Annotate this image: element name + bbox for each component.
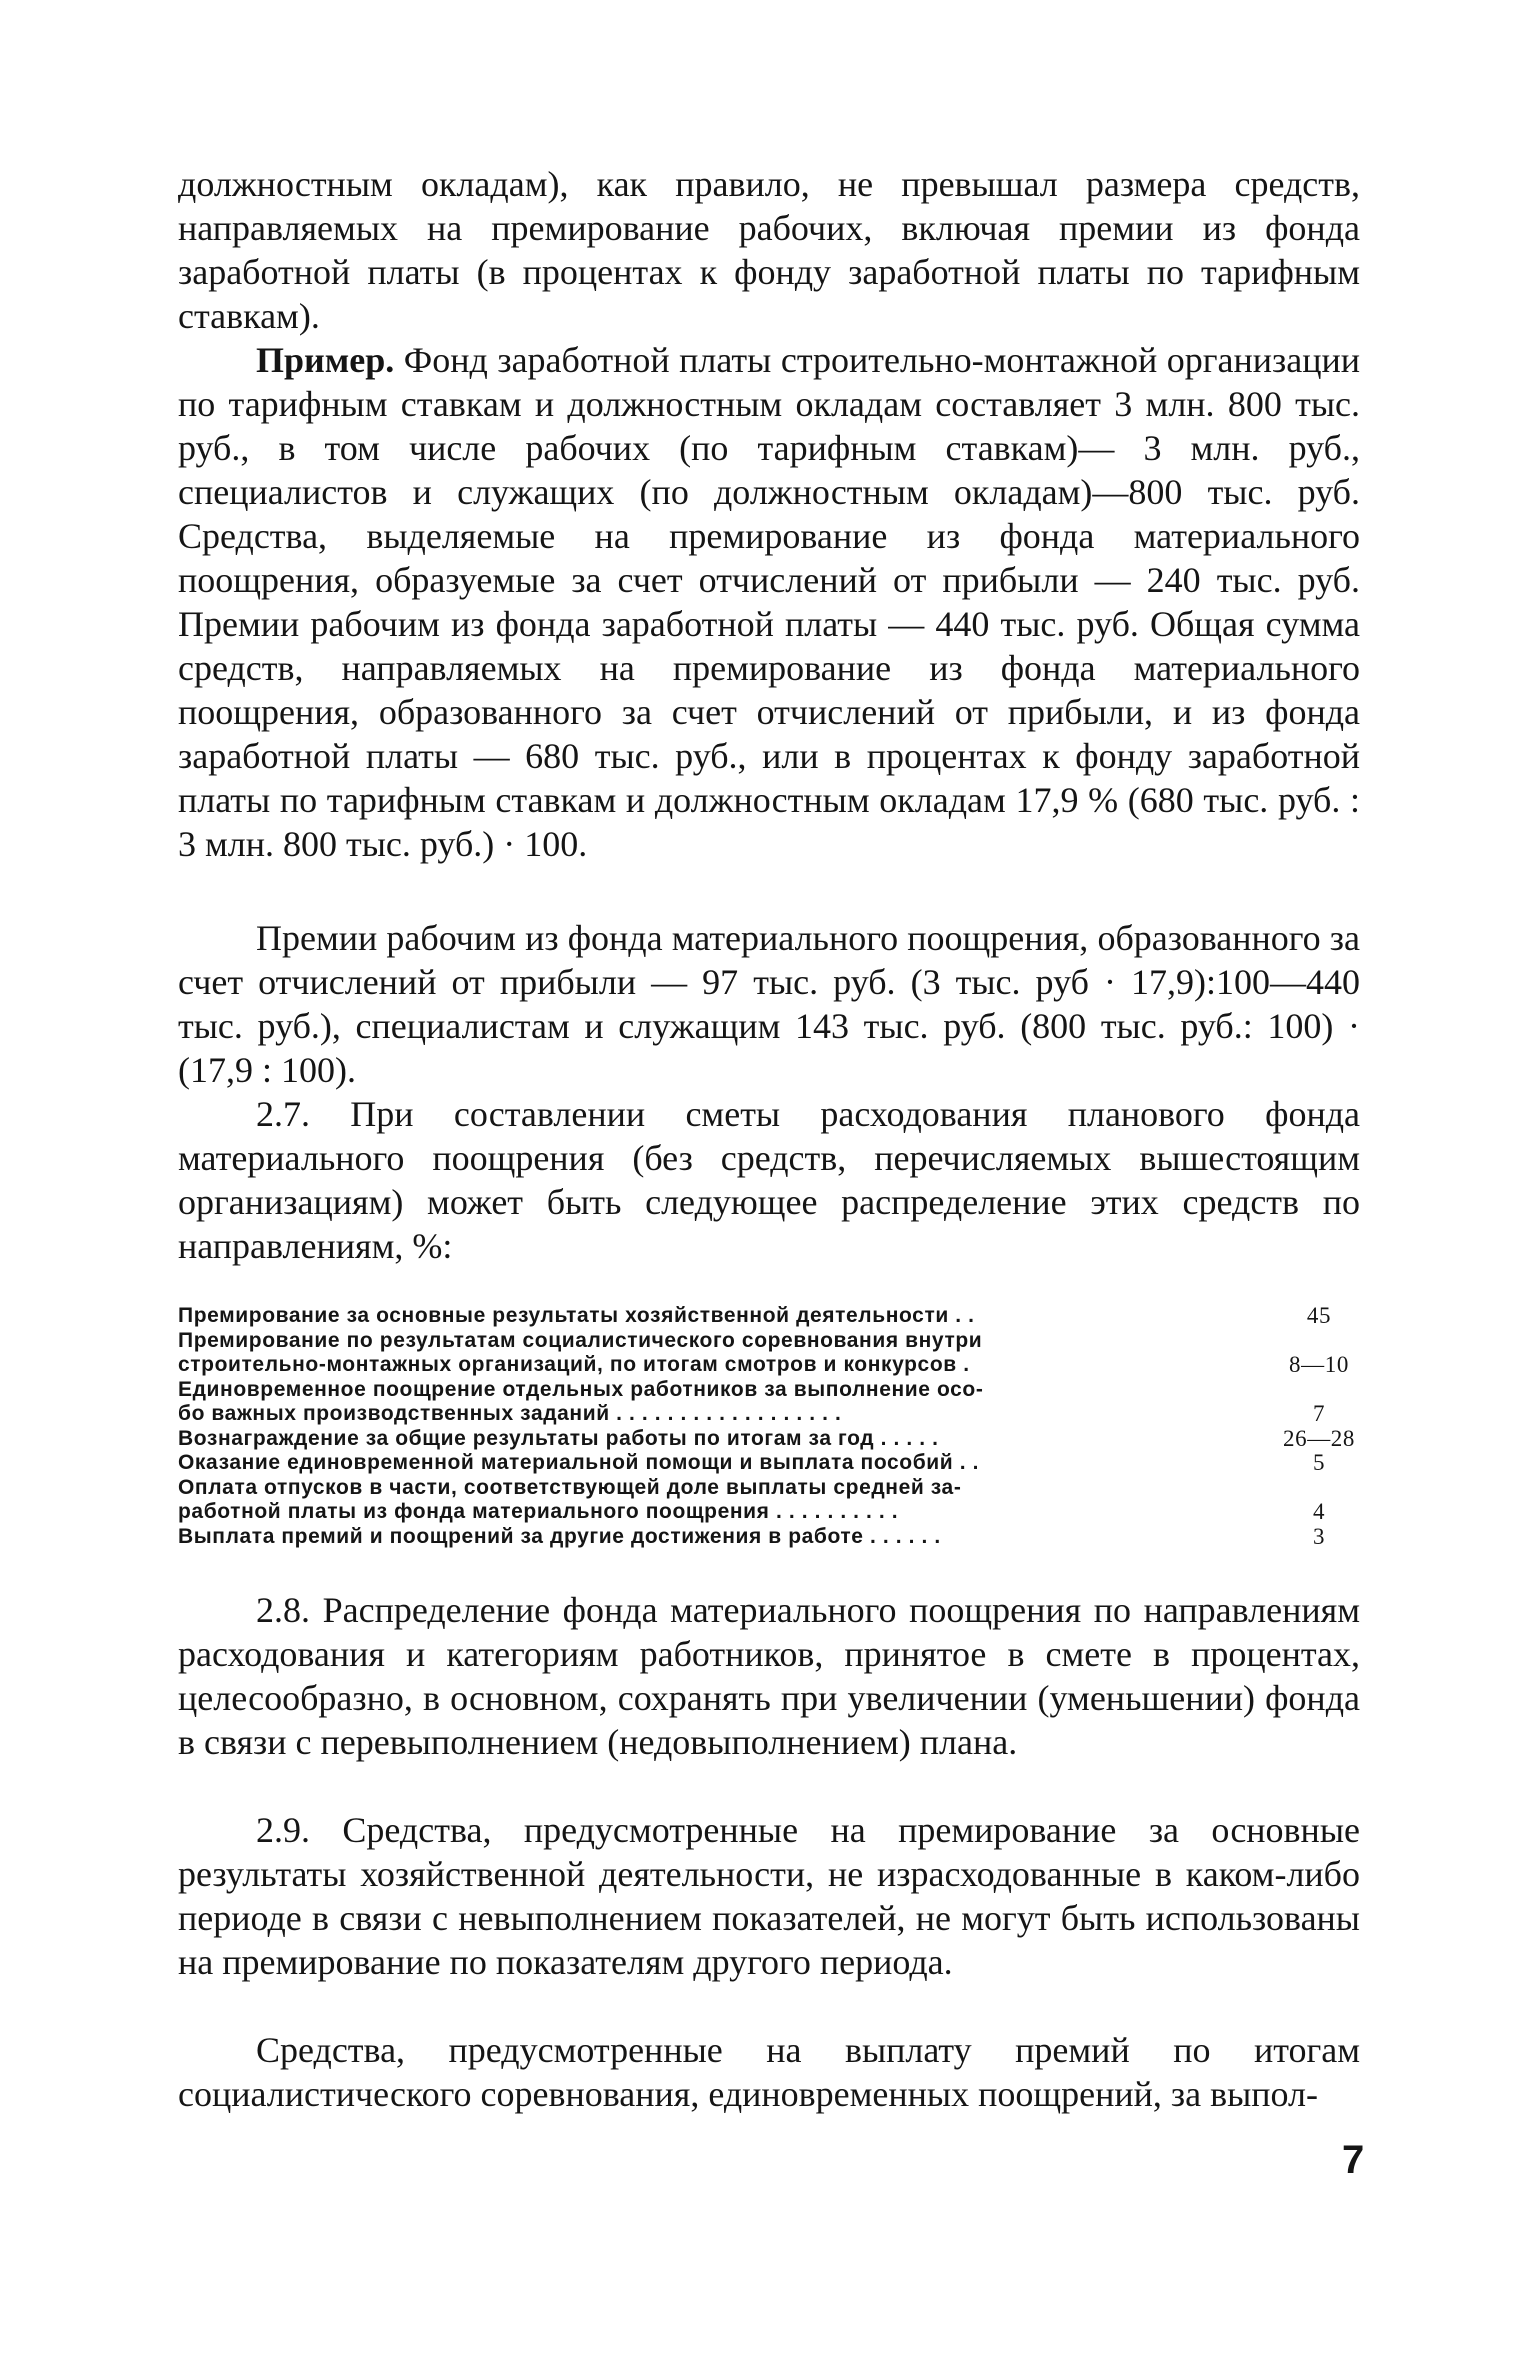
row-label-line1: Единовременное поощрение отдельных работников за выполнение осо- <box>178 1377 984 1401</box>
row-label <box>178 1329 1278 1378</box>
row-value: 7 <box>1312 1401 1326 1426</box>
row-label-line2: бо важных производственных заданий . . . . . . . . . . . . . . . . . . <box>178 1402 842 1425</box>
row-value: 3 <box>1312 1523 1326 1549</box>
distribution-table <box>178 1304 1360 1549</box>
paragraph-example <box>178 338 1360 866</box>
paragraph-funds: Средства, предусмотренные на выплату премий по итогам социалистического соревнования, единовременных поощрений, за выпол- <box>178 2030 1360 2114</box>
paragraph-2-8: 2.8. Распределение фонда материального поощрения по направлениям расходования и категориям работников, принятое в смете в процентах, целесообразно, в основном, сохранять при увеличении (уменьшении) фонда в связи с перевыполнением (недовыполнением) плана. <box>178 1590 1360 1762</box>
example-lead: Пример. <box>256 340 395 380</box>
row-label-line2: работной платы из фонда материального поощрения . . . . . . . . . . <box>178 1500 899 1523</box>
row-value: 5 <box>1312 1450 1326 1475</box>
row-value: 26—28 <box>1283 1425 1355 1451</box>
row-label <box>178 1378 1278 1427</box>
row-label-line2: строительно-монтажных организаций, по итогам смотров и конкурсов . <box>178 1353 970 1376</box>
table-row <box>178 1476 1360 1525</box>
row-label: Вознаграждение за общие результаты работы по итогам за год . . . . . <box>178 1426 939 1450</box>
paragraph-continuation: должностным окладам), как правило, не превышал размера средств, направляемых на премирование рабочих, включая премии из фонда заработной платы (в процентах к фонду заработной платы по тарифным ставкам). <box>178 164 1360 336</box>
row-label <box>178 1476 1278 1525</box>
paragraph-2-7: 2.7. При составлении сметы расходования планового фонда материального поощрения (без средств, перечисляемых вышестоящим организациям) может быть следующее распределение этих средств по направлениям, %: <box>178 1094 1360 1266</box>
row-value: 8—10 <box>1289 1352 1349 1377</box>
row-label: Выплата премий и поощрений за другие достижения в работе . . . . . . <box>178 1524 941 1548</box>
row-label: Оказание единовременной материальной помощи и выплата пособий . . <box>178 1451 980 1474</box>
table-row <box>178 1451 1360 1476</box>
table-row <box>178 1329 1360 1378</box>
row-value: 4 <box>1312 1499 1326 1524</box>
table-row <box>178 1304 1360 1329</box>
row-label-line1: Премирование по результатам социалистического соревнования внутри <box>178 1328 983 1352</box>
example-text: Фонд заработной платы строительно-монтажной организации по тарифным ставкам и должностным окладам составляет 3 млн. 800 тыс. руб., в том числе рабочих (по тарифным ставкам)— 3 млн. руб., специалистов и служащих (по должностным окладам)—800 тыс. руб. Средства, выделяемые на премирование из фонда материального поощрения, образуемые за счет отчислений от прибыли — 240 тыс. руб. Премии рабочим из фонда заработной платы — 440 тыс. руб. Общая сумма средств, направляемых на премирование из фонда материального поощрения, образованного за счет отчислений от прибыли, и из фонда заработной платы — 680 тыс. руб., или в процентах к фонду заработной платы по тарифным ставкам и должностным окладам 17,9 % (680 тыс. руб. : 3 млн. 800 тыс. руб.) · 100. <box>178 340 1360 864</box>
row-label: Премирование за основные результаты хозяйственной деятельности . . <box>178 1304 975 1327</box>
paragraph-premiums: Премии рабочим из фонда материального поощрения, образованного за счет отчислений от прибыли — 97 тыс. руб. (3 тыс. руб · 17,9):100—440 тыс. руб.), специалистам и служащим 143 тыс. руб. (800 тыс. руб.: 100) · (17,9 : 100). <box>178 918 1360 1090</box>
table-row <box>178 1378 1360 1427</box>
row-label-line1: Оплата отпусков в части, соответствующей доле выплаты средней за- <box>178 1475 962 1499</box>
paragraph-2-9: 2.9. Средства, предусмотренные на премирование за основные результаты хозяйственной деятельности, не израсходованные в каком-либо периоде в связи с невыполнением показателей, не могут быть использованы на премирование по показателям другого периода. <box>178 1810 1360 1982</box>
page-number: 7 <box>1342 2138 1365 2182</box>
row-value: 45 <box>1306 1303 1332 1328</box>
table-row <box>178 1427 1360 1452</box>
table-row <box>178 1525 1360 1550</box>
